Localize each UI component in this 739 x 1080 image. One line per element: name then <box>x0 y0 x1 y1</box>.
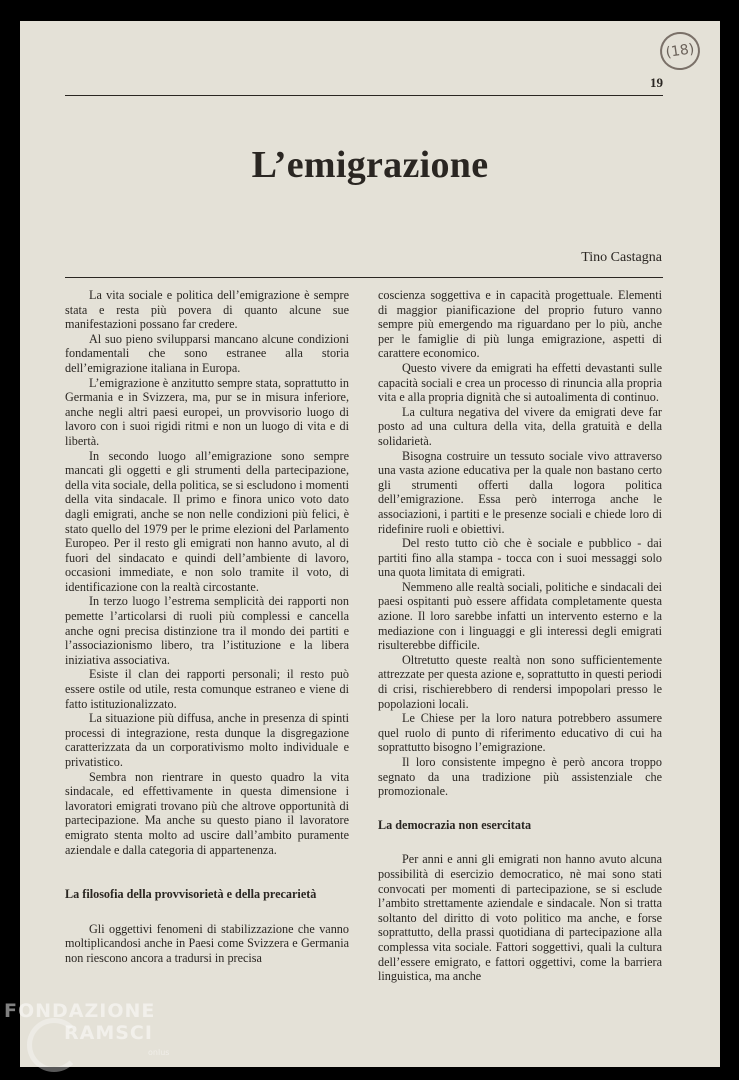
paragraph: Oltretutto queste realtà non sono sufficientemente attrezzate per questa azione e, soprattutto in questi periodi di crisi, rischierebbero di rendersi impopolari presso le popolazioni locali. <box>378 652 662 711</box>
paragraph: Le Chiese per la loro natura potrebbero assumere quel ruolo di punto di riferimento educativo di cui ha soprattutto bisogno l’emigrazione. <box>378 711 662 755</box>
paragraph: coscienza soggettiva e in capacità progettuale. Elementi di maggior pianificazione del proprio futuro vanno sempre più emergendo ma riguardano per lo più, anche per le famiglie di più lunga emigrazione, aspetti di carattere economico. <box>378 288 662 361</box>
watermark-sub: onlus <box>148 1048 170 1057</box>
paragraph: L’emigrazione è anzitutto sempre stata, soprattutto in Germania e in Svizzera, ma, pur se in misura inferiore, anche negli altri paesi europei, un provvisorio luogo di lavoro con i suoi rigidi ritmi e non un luogo di vita e di libertà. <box>65 375 349 448</box>
author-rule <box>65 277 663 278</box>
paragraph: La vita sociale e politica dell’emigrazione è sempre stata e resta più povera di quanto alcune sue manifestazioni possano far credere. <box>65 288 349 332</box>
paragraph: Bisogna costruire un tessuto sociale vivo attraverso una vasta azione educativa per la quale non bastano certo gli strumenti offerti dalla logora politica dell’emigrazione. Essa però interroga anche le associazioni, i partiti e le presenze sociali e chiede loro di ridefinire ruoli e obiettivi. <box>378 448 662 536</box>
watermark-line2: RAMSCI <box>64 1022 153 1044</box>
article-title: L’emigrazione <box>251 144 489 186</box>
left-column <box>65 288 349 966</box>
top-rule <box>65 95 663 96</box>
paragraph: Nemmeno alle realtà sociali, politiche e sindacali dei paesi ospitanti può essere affidata completamente questa azione. Il loro sarebbe infatti un intervento esterno e la mediazione con i linguaggi e gli interessi degli emigrati risulterebbe difficile. <box>378 579 662 653</box>
archive-stamp: (18) <box>658 29 703 72</box>
paragraph: Al suo pieno svilupparsi mancano alcune condizioni fondamentali che sono estranee alla storia dell’emigrazione italiana in Europa. <box>65 331 349 375</box>
paragraph: In secondo luogo all’emigrazione sono sempre mancati gli oggetti e gli strumenti della partecipazione, della vita sociale, della politica, se si escludono i momenti della vita sindacale. Il primo e finora unico voto dato dagli emigrati, anche se non nelle condizioni più felici, è stato quello del 1979 per le prime elezioni del Parlamento Europeo. Per il resto gli emigrati non hanno avuto, al di fuori del sindacato e quindi dell’ambiente di lavoro, occasioni immediate, e non solo tramite il voto, di identificazione con la realtà circostante. <box>65 448 349 594</box>
paragraph: Per anni e anni gli emigrati non hanno avuto alcuna possibilità di esercizio democratico, nè mai sono stati convocati per momenti di partecipazione, se si esclude l’ambito strettamente aziendale e sindacale. Non si tratta soltanto del diritto di voto politico ma anche, e forse soprattutto, della prassi quotidiana di partecipazione alla complessa vita sociale. Fattori soggettivi, quali la cultura dell’essere emigrato, e fattori oggettivi, come la barriera linguistica, ma anche <box>378 852 662 984</box>
paragraph: La situazione più diffusa, anche in presenza di spinti processi di integrazione, resta dunque la disgregazione caratterizzata da un corporativismo molto individuale e privatistico. <box>65 711 349 769</box>
watermark-line1: FONDAZIONE <box>4 1000 156 1022</box>
paragraph: Esiste il clan dei rapporti personali; il resto può essere ostile od utile, resta comunque estraneo e viene di fatto istituzionalizzato. <box>65 667 349 711</box>
paragraph: Gli oggettivi fenomeni di stabilizzazione che vanno moltiplicandosi anche in Paesi come Svizzera e Germania non riescono ancora a tradursi in precisa <box>65 921 349 965</box>
paragraph: Sembra non rientrare in questo quadro la vita sindacale, ed effettivamente in questa dimensione i lavoratori emigrati trovano più che altrove opportunità di partecipazione. Ma anche su questo piano il lavoratore emigrato stenta molto ad uscire dall’ambito puramente aziendale e dalla categoria di appartenenza. <box>65 769 349 857</box>
paragraph: Del resto tutto ciò che è sociale e pubblico - dai partiti fino alla stampa - tocca con i suoi messaggi solo una quota limitata di emigrati. <box>378 536 662 580</box>
document-page <box>20 21 720 1067</box>
section-heading: La democrazia non esercitata <box>378 817 532 832</box>
page-number: 19 <box>650 75 663 90</box>
paragraph: La cultura negativa del vivere da emigrati deve far posto ad una cultura della vita, della gratuità e della solidarietà. <box>378 404 662 448</box>
section-heading: La filosofia della provvisorietà e della precarietà <box>65 887 317 902</box>
paragraph: Il loro consistente impegno è però ancora troppo segnato da una tradizione più assistenziale che promozionale. <box>378 755 662 799</box>
watermark-logo <box>4 1000 155 1044</box>
paragraph: Questo vivere da emigrati ha effetti devastanti sulle capacità sociali e crea un processo di rinuncia alla propria vita e alla propria dignità che si autoalimenta di continuo. <box>378 360 662 405</box>
right-column <box>378 288 662 984</box>
paragraph: In terzo luogo l’estrema semplicità dei rapporti non pemette l’articolarsi di ruoli più complessi e cancella anche ogni precisa distinzione tra il mondo dei partiti e l’associazionismo libero, tra l’istituzione e la libera iniziativa associativa. <box>65 594 349 667</box>
article-author: Tino Castagna <box>581 250 662 265</box>
